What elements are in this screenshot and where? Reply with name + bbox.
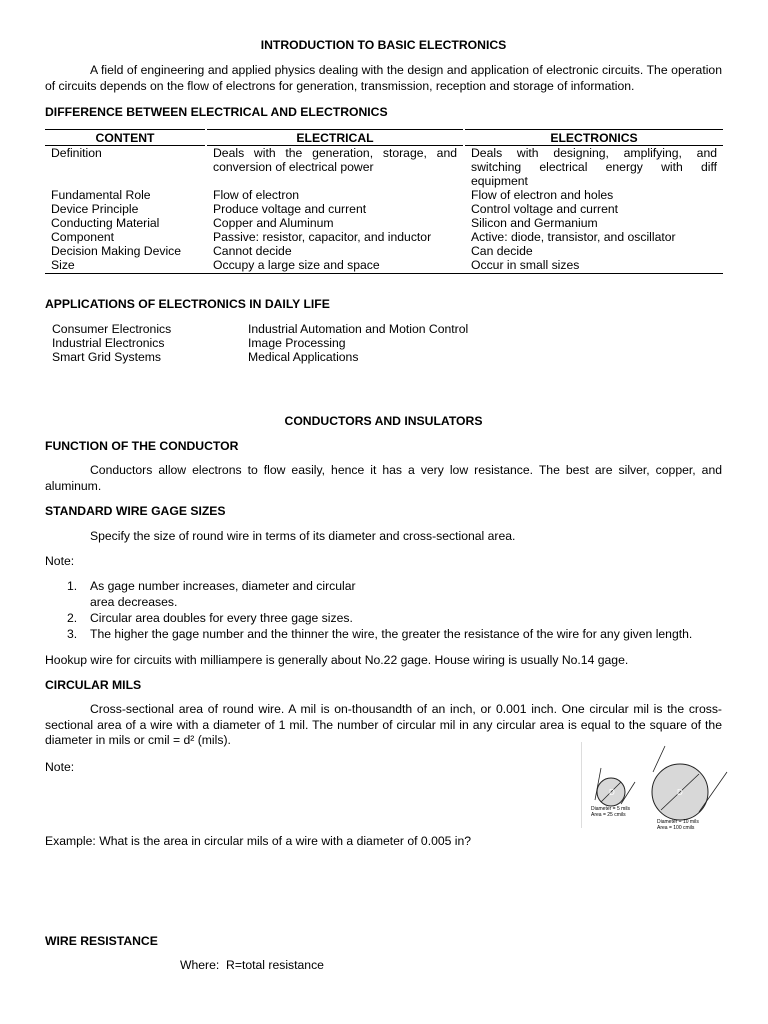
function-text: Conductors allow electrons to flow easily, hence it has a very low resistance. The best are silver, copper, and aluminum. (45, 463, 722, 493)
list-item: Industrial Electronics (52, 336, 165, 350)
table-cell: Can decide (471, 244, 533, 258)
circular-text: Cross-sectional area of round wire. A mil is on-thousandth of an inch, or 0.001 inch. One circular mil is the cross-sectional area of a wire with a diameter of 1 mil. The number of circular mil in any circular area is equal to the square of the diameter in mils or cmil = d² (mils). (45, 702, 722, 747)
table-row (45, 258, 723, 274)
table-cell: Component (51, 230, 115, 244)
wire-resistance-heading: WIRE RESISTANCE (45, 934, 158, 948)
table-cell: Produce voltage and current (213, 202, 367, 216)
table-cell: Deals with designing, amplifying, and switching electrical energy with diff equipment (471, 146, 717, 188)
list-item: Medical Applications (248, 350, 359, 364)
list-item: Industrial Automation and Motion Control (248, 322, 469, 336)
list-item: Consumer Electronics (52, 322, 172, 336)
function-heading: FUNCTION OF THE CONDUCTOR (45, 439, 239, 453)
gage-heading: STANDARD WIRE GAGE SIZES (45, 504, 226, 518)
table-row (45, 188, 723, 202)
small-d-label: D (609, 788, 615, 797)
table-cell: Decision Making Device (51, 244, 182, 258)
circular-note-label: Note: (45, 760, 75, 774)
table-cell: Deals with the generation, storage, and conversion of electrical power (213, 146, 457, 174)
table-cell: Flow of electron and holes (471, 188, 614, 202)
table-header-row (45, 130, 723, 146)
example-text: Example: What is the area in circular mils of a wire with a diameter of 0.005 in? (45, 834, 472, 848)
list-item: 2. Circular area doubles for every three gage sizes. (67, 611, 353, 625)
intro-paragraph (45, 63, 722, 94)
applications-left-column (52, 322, 242, 364)
table-cell: Active: diode, transistor, and oscillator (471, 230, 676, 244)
section-title: CONDUCTORS AND INSULATORS (284, 414, 483, 428)
table-row (45, 216, 723, 230)
table-row (45, 202, 723, 216)
intro-text: A field of engineering and applied physics dealing with the design and application of electronic circuits. The operation of circuits depends on the flow of electrons for generation, transmission, reception and storage of information. (45, 63, 722, 93)
column-header: ELECTRONICS (465, 130, 723, 146)
table-cell: Silicon and Germanium (471, 216, 598, 230)
applications-heading: APPLICATIONS OF ELECTRONICS IN DAILY LIFE (45, 297, 330, 311)
table-cell: Passive: resistor, capacitor, and inductor (213, 230, 432, 244)
circular-mils-figure (581, 742, 729, 830)
table-cell: Occur in small sizes (465, 258, 723, 274)
hookup-text: Hookup wire for circuits with milliampere is generally about No.22 gage. House wiring is usually No.14 gage. (45, 653, 629, 667)
list-item: Smart Grid Systems (52, 350, 162, 364)
gage-text: Specify the size of round wire in terms of its diameter and cross-sectional area. (90, 529, 516, 543)
table-row (45, 146, 723, 189)
table-cell: Definition (51, 146, 102, 160)
applications-right-column (248, 322, 548, 364)
gage-paragraph (45, 529, 722, 545)
table-cell: Flow of electron (213, 188, 300, 202)
column-header: ELECTRICAL (207, 130, 463, 146)
page-title: INTRODUCTION TO BASIC ELECTRONICS (260, 38, 507, 52)
where-text: Where: R=total resistance (180, 958, 324, 972)
table-row (45, 244, 723, 258)
large-diameter-label: Diameter = 10 mils (657, 819, 699, 825)
function-paragraph (45, 463, 722, 494)
list-item: 1. As gage number increases, diameter and circular area decreases. (67, 579, 356, 609)
large-d-label: D (677, 788, 683, 797)
difference-table (45, 129, 723, 274)
note-label: Note: (45, 554, 75, 568)
small-area-label: Area = 25 cmils (591, 812, 626, 818)
table-cell: Control voltage and current (471, 202, 619, 216)
table-cell: Size (45, 258, 205, 274)
difference-heading: DIFFERENCE BETWEEN ELECTRICAL AND ELECTRONICS (45, 105, 388, 119)
table-cell: Occupy a large size and space (207, 258, 463, 274)
table-cell: Cannot decide (213, 244, 292, 258)
list-item: 3. The higher the gage number and the thinner the wire, the greater the resistance of the wire for any given length. (67, 627, 693, 641)
column-header: CONTENT (45, 130, 205, 146)
small-diameter-label: Diameter = 5 mils (591, 806, 631, 812)
circular-mils-heading: CIRCULAR MILS (45, 678, 142, 692)
list-item: Image Processing (248, 336, 346, 350)
table-row (45, 230, 723, 244)
table-cell: Conducting Material (51, 216, 160, 230)
table-cell: Fundamental Role (51, 188, 151, 202)
table-cell: Copper and Aluminum (213, 216, 334, 230)
table-cell: Device Principle (51, 202, 139, 216)
gage-notes-list (45, 578, 722, 642)
large-area-label: Area = 100 cmils (657, 825, 695, 830)
